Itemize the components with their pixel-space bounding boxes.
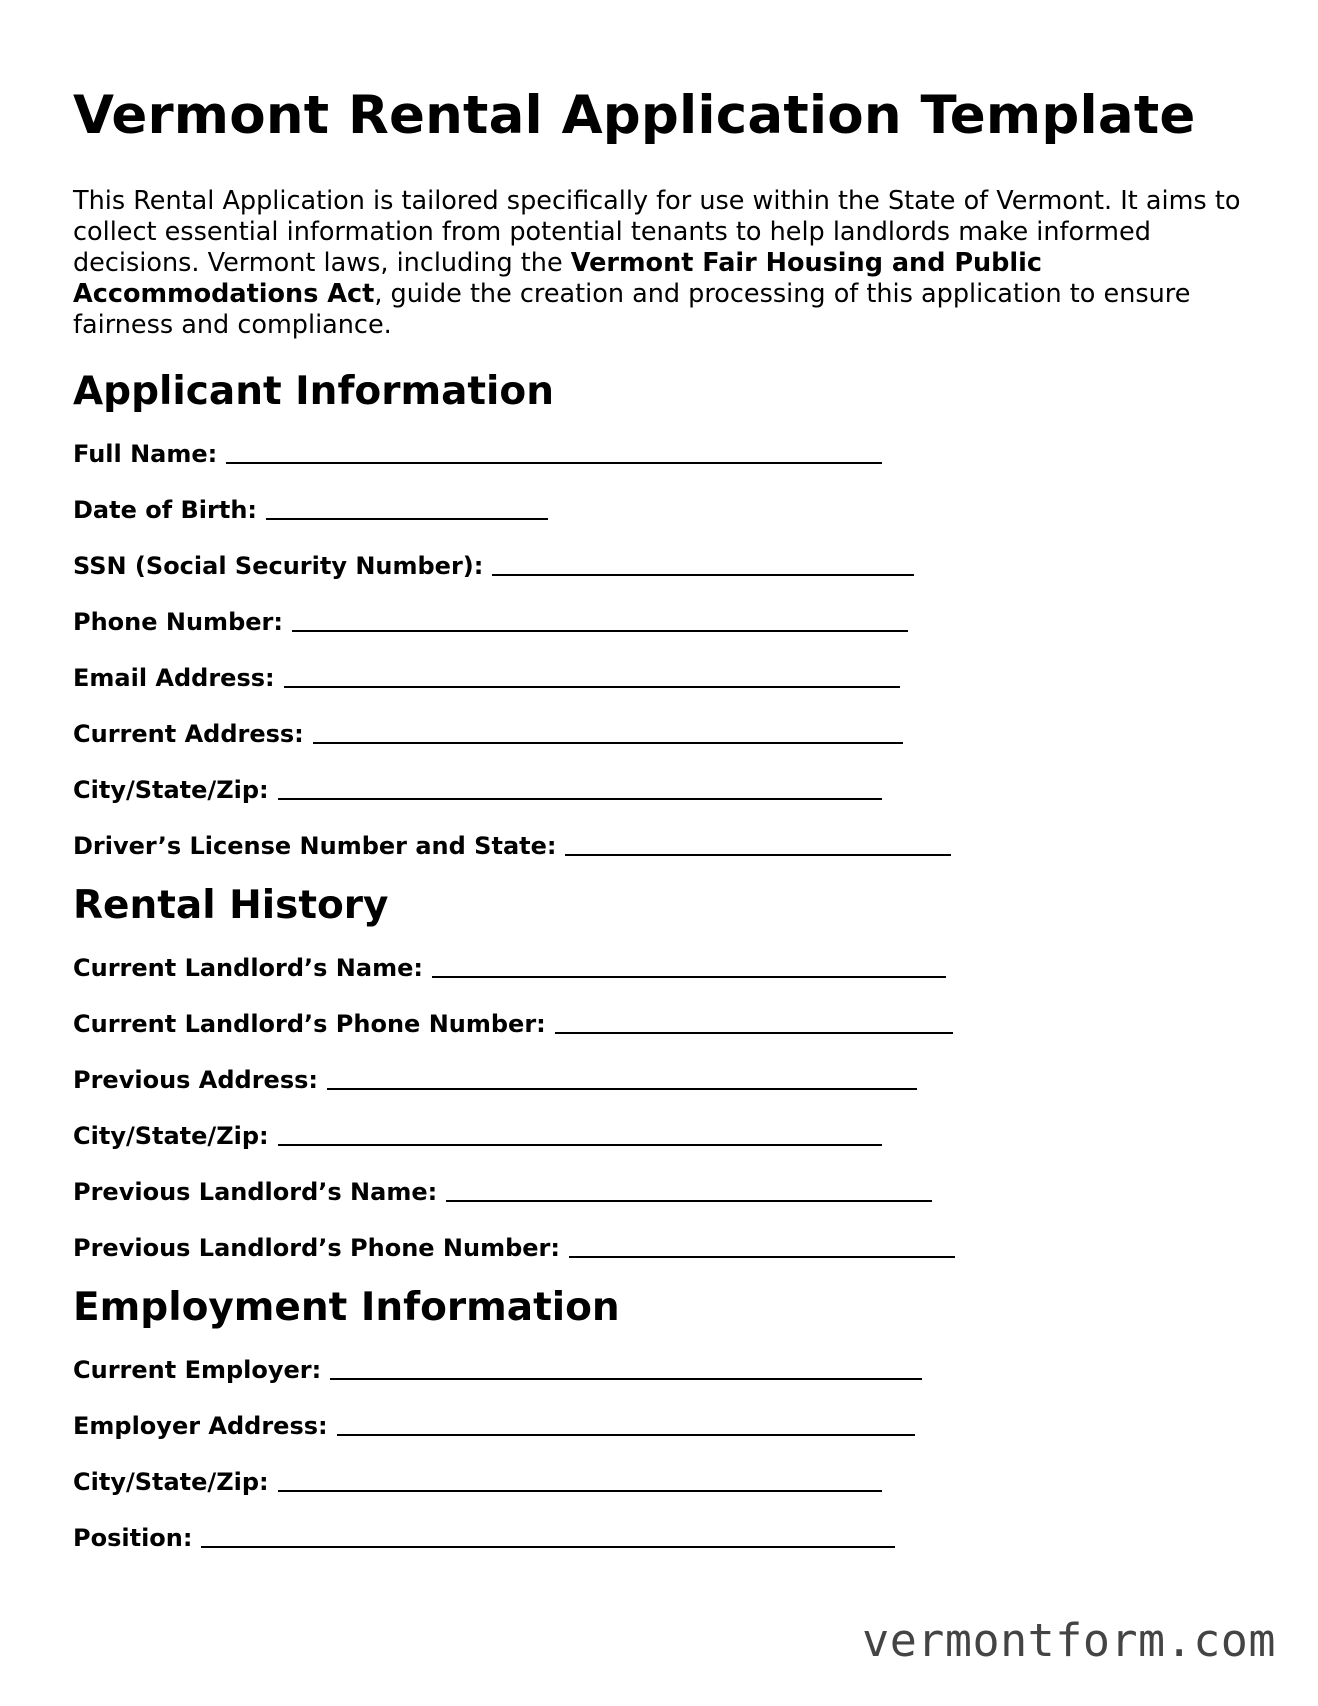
section-heading-rental-history: Rental History: [73, 883, 389, 928]
position-input[interactable]: [201, 1524, 895, 1548]
field-label: City/State/Zip:: [73, 776, 269, 804]
field-label: Date of Birth:: [73, 496, 258, 524]
phone-number-input[interactable]: [292, 608, 908, 632]
field-previous-city-state-zip: [73, 1120, 1253, 1150]
employer-address-input[interactable]: [337, 1412, 915, 1436]
date-of-birth-input[interactable]: [266, 496, 548, 520]
field-current-landlord-name: [73, 952, 1253, 982]
field-label: Email Address:: [73, 664, 275, 692]
field-ssn: [73, 550, 1253, 580]
previous-address-input[interactable]: [327, 1066, 917, 1090]
field-phone-number: [73, 606, 1253, 636]
field-label: Current Address:: [73, 720, 304, 748]
previous-landlord-name-input[interactable]: [446, 1178, 932, 1202]
ssn-input[interactable]: [492, 552, 914, 576]
field-full-name: [73, 438, 1253, 468]
field-label: City/State/Zip:: [73, 1122, 269, 1150]
intro-text-end: , guide the creation and processing of this application to ensure fairness and compliance.: [73, 279, 1191, 340]
field-city-state-zip: [73, 774, 1253, 804]
field-date-of-birth: [73, 494, 1253, 524]
field-previous-address: [73, 1064, 1253, 1094]
field-drivers-license: [73, 830, 1253, 860]
current-landlord-name-input[interactable]: [432, 954, 946, 978]
full-name-input[interactable]: [226, 440, 882, 464]
city-state-zip-input[interactable]: [278, 776, 882, 800]
field-previous-landlord-name: [73, 1176, 1253, 1206]
employer-city-state-zip-input[interactable]: [278, 1468, 882, 1492]
field-label: Current Landlord’s Phone Number:: [73, 1010, 546, 1038]
field-label: Employer Address:: [73, 1412, 328, 1440]
field-previous-landlord-phone: [73, 1232, 1253, 1262]
document-page: [73, 84, 1253, 1552]
field-label: Previous Landlord’s Phone Number:: [73, 1234, 560, 1262]
email-address-input[interactable]: [284, 664, 900, 688]
previous-city-state-zip-input[interactable]: [278, 1122, 882, 1146]
current-landlord-phone-input[interactable]: [555, 1010, 953, 1034]
field-label: Current Employer:: [73, 1356, 322, 1384]
field-email-address: [73, 662, 1253, 692]
field-current-employer: [73, 1354, 1253, 1384]
field-label: SSN (Social Security Number):: [73, 552, 484, 580]
field-employer-address: [73, 1410, 1253, 1440]
section-heading-applicant: Applicant Information: [73, 369, 554, 414]
field-label: Position:: [73, 1524, 193, 1552]
page-title: Vermont Rental Application Template: [73, 85, 1196, 146]
section-heading-employment: Employment Information: [73, 1285, 620, 1330]
field-label: Full Name:: [73, 440, 218, 468]
previous-landlord-phone-input[interactable]: [569, 1234, 955, 1258]
field-label: Driver’s License Number and State:: [73, 832, 557, 860]
current-address-input[interactable]: [313, 720, 903, 744]
field-position: [73, 1522, 1253, 1552]
field-employer-city-state-zip: [73, 1466, 1253, 1496]
current-employer-input[interactable]: [330, 1356, 922, 1380]
field-current-address: [73, 718, 1253, 748]
field-label: Phone Number:: [73, 608, 283, 636]
intro-act-name: Vermont Fair Housing and Public Accommodations Act: [73, 248, 1043, 309]
field-current-landlord-phone: [73, 1008, 1253, 1038]
field-label: Previous Address:: [73, 1066, 319, 1094]
field-label: Current Landlord’s Name:: [73, 954, 423, 982]
site-watermark: vermontform.com: [862, 1614, 1276, 1667]
field-label: City/State/Zip:: [73, 1468, 269, 1496]
field-label: Previous Landlord’s Name:: [73, 1178, 438, 1206]
intro-paragraph: [73, 186, 1253, 341]
intro-text-start: This Rental Application is tailored specifically for use within the State of Vermont. It aims to collect essential information from potential tenants to help landlords make informed decisions. Vermont laws, including the: [73, 186, 1241, 278]
drivers-license-input[interactable]: [565, 832, 951, 856]
